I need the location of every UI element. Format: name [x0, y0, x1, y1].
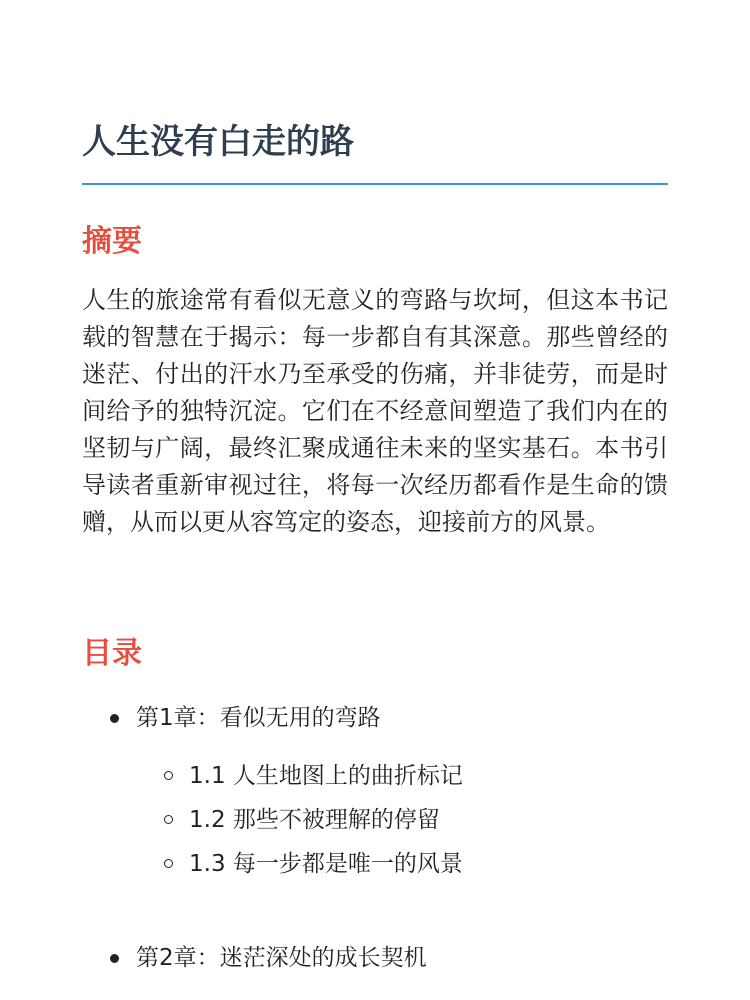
book-title: 人生没有白走的路: [82, 122, 354, 162]
toc-section-item: 1.2 那些不被理解的停留: [136, 798, 668, 842]
toc-chapter-label: 第1章：看似无用的弯路: [136, 705, 381, 731]
toc-chapter-1-sections: [136, 754, 668, 886]
abstract-heading: 摘要: [82, 224, 142, 259]
toc-heading: 目录: [82, 636, 142, 671]
toc-chapter-2: [82, 938, 668, 978]
table-of-contents: [82, 698, 668, 978]
toc-section-item: 1.1 人生地图上的曲折标记: [136, 754, 668, 798]
toc-chapter-1: [82, 698, 668, 886]
title-divider: [82, 183, 668, 185]
toc-chapter-label: 第2章：迷茫深处的成长契机: [136, 945, 427, 971]
abstract-text: 人生的旅途常有看似无意义的弯路与坎坷，但这本书记载的智慧在于揭示：每一步都自有其深意。那些曾经的迷茫、付出的汗水乃至承受的伤痛，并非徒劳，而是时间给予的独特沉淀。它们在不经意间塑造了我们内在的坚韧与广阔，最终汇聚成通往未来的坚实基石。本书引导读者重新审视过往，将每一次经历都看作是生命的馈赠，从而以更从容笃定的姿态，迎接前方的风景。: [82, 286, 668, 536]
toc-section-item: 1.3 每一步都是唯一的风景: [136, 842, 668, 886]
